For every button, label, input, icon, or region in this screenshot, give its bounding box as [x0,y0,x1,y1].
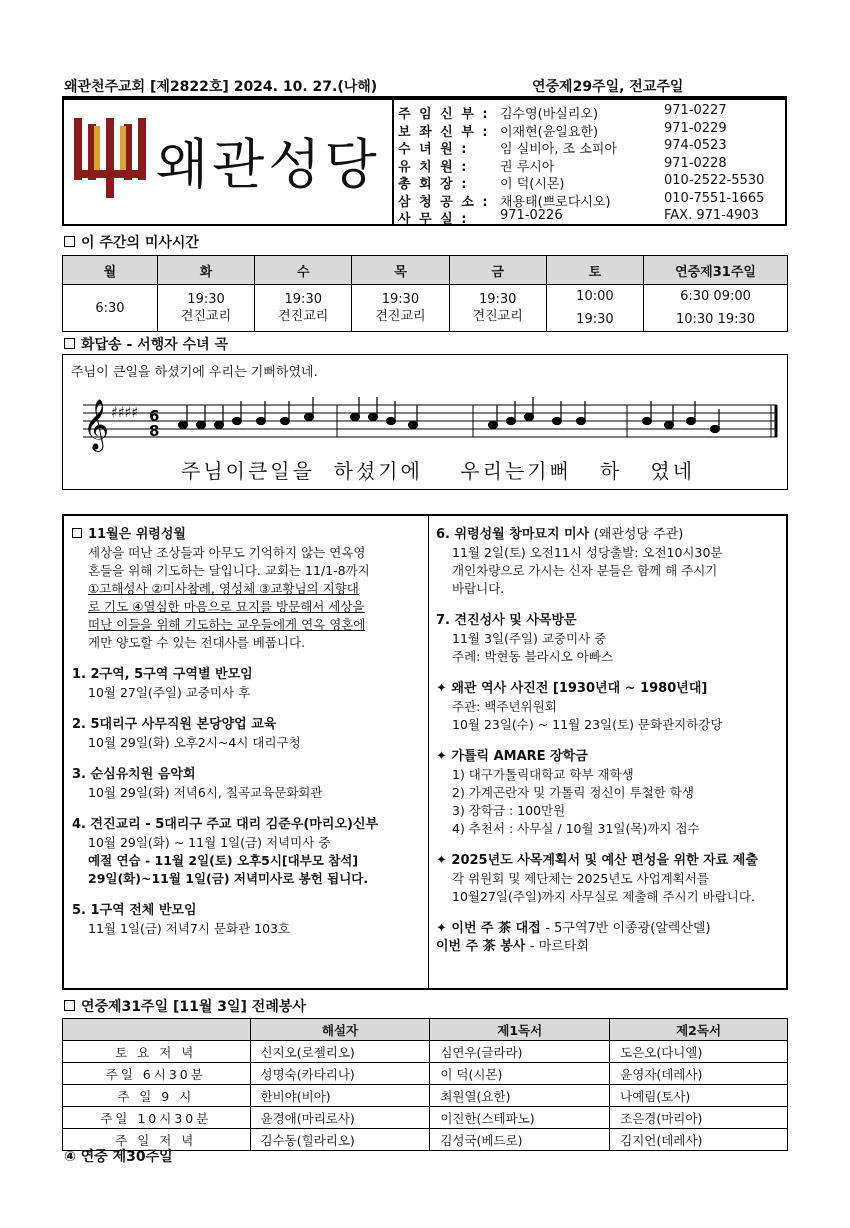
staff-name: 김수영(바실리오) [500,107,599,122]
notice-item [72,816,422,888]
notice-line: 10월 23일(수) ~ 11월 23일(토) 문화관지하강당 [452,717,723,732]
notice-title-text: ✦ 가톨릭 AMARE 장학금 [436,749,588,764]
mass-day-header: 수 [255,256,352,285]
notice-line: 10월 29일(화) ~ 11월 1일(금) 저녁미사 중 [88,835,331,850]
notice-title-suffix: - 마르타회 [529,939,589,954]
square-bullet-icon [64,236,75,247]
psalm-text: 주님이 큰일을 하셨기에 우리는 기뻐하였네. [71,365,318,380]
notices-left-column [72,526,422,952]
staff-name: 이재현(윤일요한) [500,124,599,140]
staff-role: 보 좌 신 부 : [398,124,490,140]
mass-time: 19:30 [381,292,420,307]
notice-title [436,852,784,870]
notice-title [72,816,422,834]
service-header: 제2독서 [610,1019,788,1041]
music-note-icon [687,418,696,425]
mass-time: 6:30 09:00 [680,289,751,304]
service-volunteer: 도은오(다니엘) [610,1041,788,1063]
notice-item [72,766,422,802]
notice-line: 1) 대구가톨릭대학교 학부 재학생 [452,767,634,782]
svg-text:6: 6 [149,407,160,425]
notice-item [436,526,784,598]
notice-line: 게만 양도할 수 있는 전대사를 베풉니다. [88,635,306,650]
staff-role: 유 치 원 : [398,159,469,175]
service-volunteer: 최원열(요한) [430,1085,610,1107]
mass-day-header: 월 [63,256,158,285]
music-note-icon [577,418,586,425]
mass-time-cell [63,285,158,332]
notice-title [72,716,422,734]
notices-right-column [436,526,784,970]
mass-time-cell [546,285,643,332]
psalm-section-title-text: 화답송 - 서행자 수녀 곡 [81,337,229,353]
notice-line: 4) 추천서 : 사무실 / 10월 31일(목)까지 접수 [452,821,700,836]
psalm-score-box [62,354,788,490]
service-volunteer: 신지오(로젤리오) [250,1041,430,1063]
mass-time: 19:30 [478,292,517,307]
square-bullet-icon [64,1000,75,1011]
mass-section-title-text: 이 주간의 미사시간 [81,235,199,251]
staff-role: 주 임 신 부 : [398,107,490,122]
logo-box [62,98,392,226]
notice-item [436,748,784,838]
staff-phone: FAX. 971-4903 [664,208,759,223]
service-mass-label: 주 일 저 녁 [63,1129,251,1151]
notice-title-text: 6. 위령성월 창마묘지 미사 [436,527,590,542]
bulletin-header-left: 왜관천주교회 [제2822호] 2024. 10. 27.(나해) [64,79,378,95]
mass-schedule-table [62,255,788,332]
notice-title [436,920,784,938]
music-note-icon [507,418,516,425]
service-volunteer: 김성국(베드로) [430,1129,610,1151]
music-note-icon [665,422,674,429]
music-note-icon [489,422,498,429]
notice-line: 주관: 백주년위원회 [452,699,557,714]
mass-section-title [64,232,199,252]
column-divider [428,516,429,988]
notice-item [72,526,422,652]
staff-name: 임 실비아, 조 소피아 [500,142,617,157]
music-note-icon [643,418,652,425]
mass-day-header: 목 [352,256,449,285]
notices-box [62,514,788,990]
staff-name: 권 루시아 [500,159,555,175]
service-volunteer: 이진한(스테파노) [430,1107,610,1129]
notice-line: 바랍니다. [452,581,505,596]
service-volunteer: 김수동(힐라리오) [250,1129,430,1151]
service-mass-label: 주일 6시30분 [63,1063,251,1085]
service-header: 해설자 [250,1019,430,1041]
mass-day-header: 화 [157,256,254,285]
notice-title-text: ✦ 이번 주 茶 대접 [436,921,541,936]
music-note-icon [179,422,188,429]
service-volunteer: 윤영자(데레사) [610,1063,788,1085]
mass-time-cell [644,285,788,332]
notice-title-text: 4. 견진교리 - 5대리구 주교 대리 김준우(마리오)신부 [72,817,379,832]
notice-line: 3) 장학금 : 100만원 [452,803,566,818]
notice-item [436,680,784,734]
notice-title-text: 5. 1구역 전체 반모임 [72,903,197,918]
notice-line: 10월 27일(주일) 교중미사 후 [88,685,251,700]
mass-note: 10:30 19:30 [675,312,756,327]
music-note-icon [553,418,562,425]
notice-title [436,680,784,698]
service-volunteer: 조은경(마리아) [610,1107,788,1129]
notice-line: 예절 연습 - 11월 2일(토) 오후5시[대부모 참석] [88,853,359,868]
notice-line: 개인차량으로 가시는 신자 분들은 함께 해 주시기 [452,563,718,578]
service-row [63,1107,788,1129]
mass-time: 10:00 [576,289,614,304]
service-section-title-text: 연중제31주일 [11월 3일] 전례봉사 [81,999,306,1015]
notice-title [72,766,422,784]
notice-line: 주례: 박현동 블라시오 아빠스 [452,649,614,664]
mass-time: 19:30 [187,292,225,307]
staff-role: 총 회 장 : [398,177,469,192]
service-row [63,1041,788,1063]
notice-line: 11월 3일(주일) 교중미사 중 [452,631,607,646]
page-footer: ④ 연중 제30주일 [64,1149,173,1165]
svg-text:𝄞: 𝄞 [83,399,110,450]
notice-title-text: 7. 견진성사 및 사목방문 [436,613,577,628]
music-note-icon [197,422,206,429]
mass-day-header: 금 [449,256,546,285]
logo-text: 왜관성당 [156,133,381,196]
notice-item [436,938,784,956]
staff-role: 삼 청 공 소 : [398,194,490,210]
notice-title [72,526,422,544]
square-bullet-icon [72,528,82,538]
music-note-icon [305,414,314,421]
mass-time-cell [352,285,449,332]
music-staff [73,395,779,455]
mass-time-cell [255,285,352,332]
notice-title-text: 2. 5대리구 사무직원 본당양업 교육 [72,717,277,732]
music-note-icon [409,422,418,429]
service-row [63,1085,788,1107]
notice-title-suffix: (왜관성당 주관) [593,527,684,542]
notice-line: 로 기도 ④열심한 마음으로 묘지를 방문해서 세상을 [88,599,365,614]
staff-phone: 974-0523 [664,138,727,153]
service-volunteer: 이 덕(시몬) [430,1063,610,1085]
mass-note: 19:30 [576,312,614,327]
service-volunteer: 한비야(비아) [250,1085,430,1107]
service-volunteer: 성명숙(카타리나) [250,1063,430,1085]
notice-title-text: 3. 순심유치원 음악회 [72,767,196,782]
staff-directory [392,98,787,226]
liturgy-service-table [62,1018,788,1151]
notice-line: 떠난 이들을 위해 기도하는 교우들에게 연옥 영혼에 [88,617,366,632]
notice-line: 10월27일(주일)까지 사무실로 제출해 주시기 바랍니다. [452,889,755,904]
psalm-lyrics: 주님이큰일을 하셨기에 우리는기뻐 하 였네 [181,459,696,483]
staff-name: 이 덕(시몬) [500,177,565,192]
mass-time: 19:30 [284,292,322,307]
music-note-icon [233,418,242,425]
notice-item [72,716,422,752]
notice-line: 10월 29일(화) 저녁6시, 칠곡교육문화회관 [88,785,323,800]
service-mass-label: 주 일 9 시 [63,1085,251,1107]
notice-title-text: 11월은 위령성월 [88,527,186,542]
service-volunteer: 김지언(데레사) [610,1129,788,1151]
mass-time-cell [449,285,546,332]
mass-note: 견진교리 [375,309,426,324]
service-mass-label: 토 요 저 녁 [63,1041,251,1063]
notice-title-text: 이번 주 茶 봉사 [436,939,526,954]
notice-title [436,612,784,630]
staff-name: 채용태(쁘로다시오) [500,194,611,210]
mass-note: 견진교리 [278,309,329,324]
music-note-icon [711,426,720,433]
notice-item [72,666,422,702]
service-volunteer: 윤경애(마리로사) [250,1107,430,1129]
notice-title-text: ✦ 2025년도 사목계획서 및 예산 편성을 위한 자료 제출 [436,853,758,868]
notice-item [436,852,784,906]
music-note-icon [215,422,224,429]
notice-title [436,938,784,956]
mass-note: 견진교리 [180,309,232,324]
service-row [63,1063,788,1085]
service-header [63,1019,251,1041]
notice-title [436,526,784,544]
music-note-icon [369,414,378,421]
mass-note: 견진교리 [472,309,523,324]
svg-text:8: 8 [149,422,160,440]
mass-day-header: 연중제31주일 [644,256,788,285]
music-note-icon [525,414,534,421]
staff-role: 수 녀 원 : [398,142,469,157]
notice-title-text: ✦ 왜관 역사 사진전 [1930년대 ~ 1980년대] [436,681,708,696]
notice-line: 2) 가계곤란자 및 가톨릭 정신이 투철한 학생 [452,785,694,800]
notice-line: 11월 2일(토) 오전11시 성당출발: 오전10시30분 [452,545,723,560]
staff-phone: 010-7551-1665 [664,190,765,206]
notice-line: 11월 1일(금) 저녁7시 문화관 103호 [88,921,291,936]
notice-title [72,902,422,920]
staff-name: 971-0226 [500,208,563,223]
square-bullet-icon [64,338,75,349]
notice-item [72,902,422,938]
service-volunteer: 나예림(토사) [610,1085,788,1107]
service-section-title [64,996,306,1016]
notice-line: 10월 29일(화) 오후2시~4시 대리구청 [88,735,301,750]
svg-text:♯♯♯♯: ♯♯♯♯ [111,405,139,421]
staff-phone: 971-0228 [664,155,727,171]
mass-day-header: 토 [546,256,643,285]
music-note-icon [257,418,266,425]
church-logo-icon [72,118,148,200]
service-volunteer: 심연우(글라라) [430,1041,610,1063]
notice-title [72,666,422,684]
notice-line: 세상을 떠난 조상들과 아무도 기억하지 않는 연옥영 [88,545,366,560]
notice-title-text: 1. 2구역, 5구역 구역별 반모임 [72,667,253,682]
service-mass-label: 주일 10시30분 [63,1107,251,1129]
music-note-icon [281,418,290,425]
notice-line: 혼들을 위해 기도하는 달입니다. 교회는 11/1-8까지 [88,563,370,578]
notice-title [436,748,784,766]
staff-role: 사 무 실 : [398,212,469,227]
staff-phone: 971-0227 [664,103,727,118]
service-header: 제1독서 [430,1019,610,1041]
notice-item [436,920,784,938]
mass-time: 6:30 [95,300,125,316]
staff-phone: 010-2522-5530 [664,173,765,188]
notice-line: 29일(화)~11월 1일(금) 저녁미사로 봉헌 됩니다. [88,871,369,886]
notice-title-suffix: - 5구역7반 이종광(알렉산델) [545,921,711,936]
staff-phone: 971-0229 [664,120,727,136]
bulletin-header-right: 연중제29주일, 전교주일 [532,79,684,95]
notice-line: 각 위원회 및 제단체는 2025년도 사업계획서를 [452,871,709,886]
music-note-icon [387,418,396,425]
music-note-icon [351,414,360,421]
psalm-section-title [64,334,228,354]
mass-time-cell [157,285,254,332]
notice-line: ①고해성사 ②미사참례, 영성체 ③교황님의 지향대 [88,581,359,596]
notice-item [436,612,784,666]
